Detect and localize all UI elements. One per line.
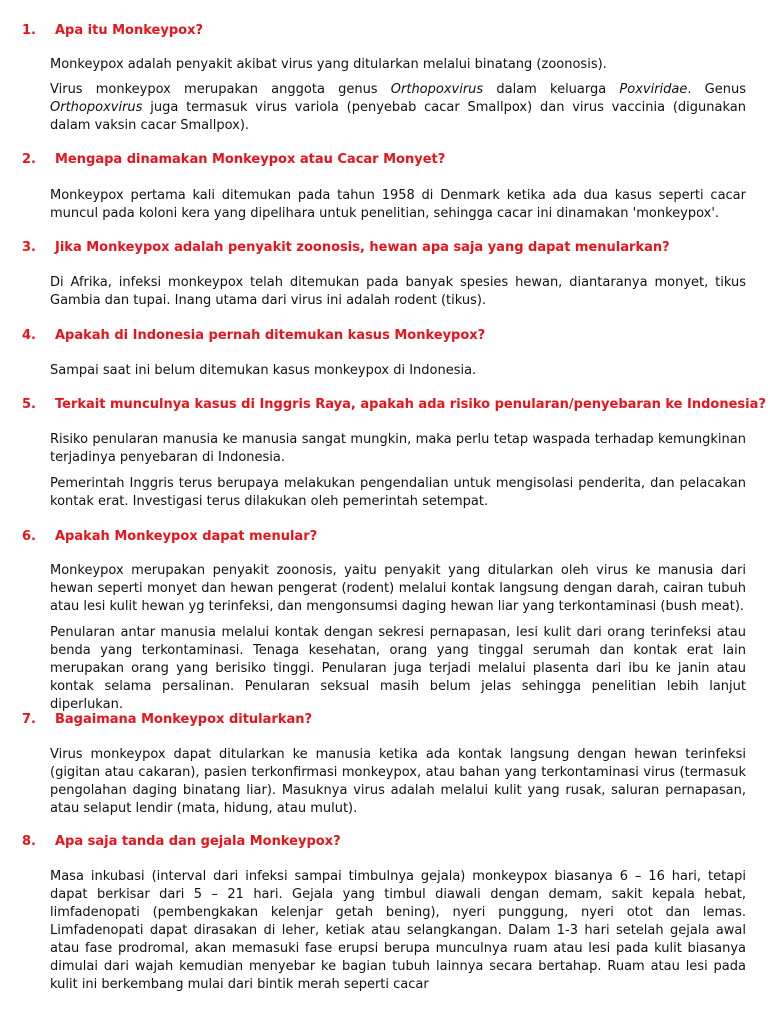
question-text: Terkait munculnya kasus di Inggris Raya, apakah ada risiko penularan/penyebaran ke Indonesia? — [55, 397, 766, 412]
question-number: 3. — [22, 240, 36, 255]
answer-paragraph: Monkeypox merupakan penyakit zoonosis, yaitu penyakit yang ditularkan oleh virus ke manusia dari hewan seperti monyet dan hewan pengerat (rodent) melalui kontak langsung dengan darah, cairan tubuh atau lesi kulit hewan yg terinfeksi, dan mengonsumsi daging hewan liar yang terkontaminasi (bush meat). — [50, 563, 746, 614]
question-text: Jika Monkeypox adalah penyakit zoonosis, hewan apa saja yang dapat menularkan? — [55, 240, 670, 255]
italic-term: Poxviridae — [619, 82, 688, 97]
question-heading-8 — [22, 834, 752, 850]
answer-paragraph: Monkeypox adalah penyakit akibat virus yang ditularkan melalui binatang (zoonosis). — [50, 57, 607, 72]
answer-paragraph: Pemerintah Inggris terus berupaya melakukan pengendalian untuk mengisolasi penderita, dan pelacakan kontak erat. Investigasi terus dilakukan oleh pemerintah setempat. — [50, 476, 746, 509]
question-number: 2. — [22, 152, 36, 167]
question-number: 5. — [22, 397, 36, 412]
question-number: 4. — [22, 328, 36, 343]
question-heading-4 — [22, 328, 752, 344]
question-number: 1. — [22, 23, 36, 38]
answer-paragraph: Di Afrika, infeksi monkeypox telah ditemukan pada banyak spesies hewan, diantaranya monyet, tikus Gambia dan tupai. Inang utama dari virus ini adalah rodent (tikus). — [50, 275, 746, 308]
question-heading-2 — [22, 152, 752, 168]
question-text: Bagaimana Monkeypox ditularkan? — [55, 712, 313, 727]
question-heading-3 — [22, 240, 752, 256]
answer-paragraph: Virus monkeypox merupakan anggota genus Orthopoxvirus dalam keluarga Poxviridae. Genus Orthopoxvirus juga termasuk virus variola (penyebab cacar Smallpox) dan virus vaccinia (digunakan dalam vaksin cacar Smallpox). — [50, 82, 747, 133]
question-number: 7. — [22, 712, 36, 727]
answer-paragraph: Virus monkeypox dapat ditularkan ke manusia ketika ada kontak langsung dengan hewan terinfeksi (gigitan atau cakaran), pasien terkonfirmasi monkeypox, atau bahan yang terkontaminasi virus (termasuk pengolahan daging binatang liar). Masuknya virus adalah melalui kulit yang rusak, saluran pernapasan, atau selaput lendir (mata, hidung, atau mulut). — [50, 747, 746, 816]
question-heading-7 — [22, 712, 752, 728]
answer-paragraph: Sampai saat ini belum ditemukan kasus monkeypox di Indonesia. — [50, 363, 477, 378]
question-heading-1 — [22, 23, 752, 39]
answer-paragraph: Penularan antar manusia melalui kontak dengan sekresi pernapasan, lesi kulit dari orang terinfeksi atau benda yang terkontaminasi. Tenaga kesehatan, orang yang tinggal serumah dan kontak erat lain merupakan orang yang berisiko tinggi. Penularan juga terjadi melalui plasenta dari ibu ke janin atau kontak selama persalinan. Penularan seksual masih belum jelas sehingga penelitian lebih lanjut diperlukan. — [50, 625, 746, 712]
question-heading-5 — [22, 397, 766, 413]
answer-paragraph: Masa inkubasi (interval dari infeksi sampai timbulnya gejala) monkeypox biasanya 6 – 16 hari, tetapi dapat berkisar dari 5 – 21 hari. Gejala yang timbul diawali dengan demam, sakit kepala hebat, limfadenopati (pembengkakan kelenjar getah bening), nyeri punggung, nyeri otot dan lemas. Limfadenopati dapat dirasakan di leher, ketiak atau selangkangan. Dalam 1-3 hari setelah gejala awal atau fase prodromal, akan memasuki fase erupsi berupa munculnya ruam atau lesi pada kulit biasanya dimulai dari wajah kemudian menyebar ke bagian tubuh lainnya secara bertahap. Ruam atau lesi pada kulit ini berkembang mulai dari bintik merah seperti cacar — [50, 869, 746, 992]
question-text: Apa saja tanda dan gejala Monkeypox? — [55, 834, 341, 849]
question-number: 6. — [22, 529, 36, 544]
question-text: Apakah di Indonesia pernah ditemukan kasus Monkeypox? — [55, 328, 486, 343]
question-number: 8. — [22, 834, 36, 849]
italic-term: Orthopoxvirus — [390, 82, 484, 97]
question-text: Apakah Monkeypox dapat menular? — [55, 529, 318, 544]
question-text: Mengapa dinamakan Monkeypox atau Cacar Monyet? — [55, 152, 446, 167]
question-text: Apa itu Monkeypox? — [55, 23, 203, 38]
answer-paragraph: Risiko penularan manusia ke manusia sangat mungkin, maka perlu tetap waspada terhadap kemungkinan terjadinya penyebaran di Indonesia. — [50, 432, 746, 465]
italic-term: Orthopoxvirus — [50, 100, 143, 115]
answer-paragraph: Monkeypox pertama kali ditemukan pada tahun 1958 di Denmark ketika ada dua kasus seperti cacar muncul pada koloni kera yang dipelihara untuk penelitian, sehingga cacar ini dinamakan 'monkeypox'. — [50, 188, 746, 221]
question-heading-6 — [22, 529, 752, 545]
